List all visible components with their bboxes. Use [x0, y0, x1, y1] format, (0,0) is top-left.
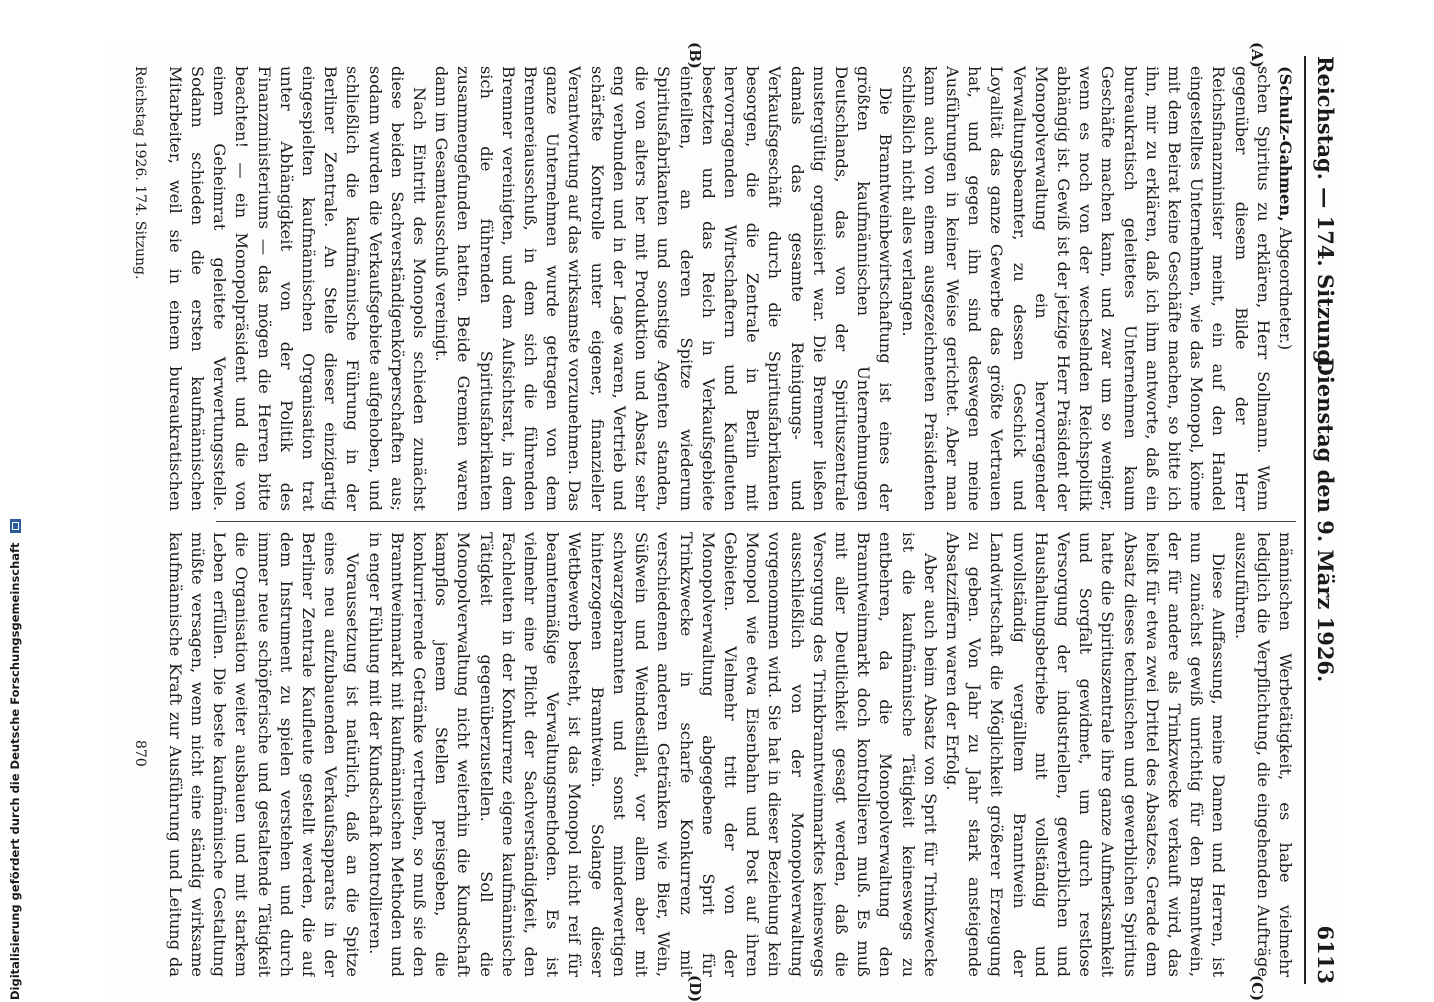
- header-session: Reichstag. — 174. Sitzung.: [1313, 56, 1338, 372]
- page-footer-number: 870: [132, 740, 148, 767]
- paragraph: Diese Auffassung, meine Damen und Herren, ist nun zunächst gewiß unrichtig für den Branntwein, der für andere als Trinkzwecke verkauft wird, das heißt für etwa zwei Drittel des Absatzes. Gerade dem Absatz dieses technischen und gewerblichen Spiritus hatte die Spirituszentrale ihre ganze Aufmerksamkeit und Sorgfalt gewidmet, um durch restlose Versorgung der industriellen, gewerblichen und Haushaltungsbetriebe mit vollständig und unvollständig vergälltem Branntwein der Landwirtschaft die Möglichkeit größerer Erzeugung zu geben. Von Jahr zu Jahr stark ansteigende Absatzziffern waren der Erfolg.: [942, 532, 1229, 977]
- paragraph: Die Branntweinbewirtschaftung ist eines der größten kaufmännischen Unternehmungen Deutschlands, das von der Spirituszentrale mustergültig organisiert war. Die Bremner ließen damals das gesamte Reinigungs- und Verkaufsgeschäft durch die Spiritusfabrikanten besorgen, die die Zentrale in Berlin mit hervorragenden Wirtschaftern und Kaufleuten besetzten und das Reich in Verkaufsgebiete einteilten, an deren Spitze wiederum Spiritusfabrikanten und sonstige Agenten standen, die von alters her mit Produktion und Absatz sehr eng verbunden und in der Lage waren, Vertrieb und schärfste Kontrolle unter eigener, finanzieller Verantwortung auf das wirksamste vorzunehmen. Das ganze Unternehmen wurde getragen von dem Brennereiausschuß, in dem sich die führenden Bremner vereinigten, und dem Aufsichtsrat, in dem sich die führenden Spiritusfabrikanten zusammengefunden hatten. Beide Gremien waren dann im Gesamtausschuß vereinigt.: [432, 66, 896, 511]
- margin-mark-d: (D): [686, 975, 704, 1002]
- right-column: [166, 532, 1296, 977]
- paragraph: männischen Werbetätigkeit, es habe vielmehr lediglich die Verpflichtung, die eingehenden Aufträge auszuführen.: [1231, 532, 1295, 977]
- dfg-logo-icon: [10, 519, 21, 533]
- margin-mark-a: (A): [1248, 42, 1266, 68]
- paragraph: Nach Eintritt des Monopols schieden zunächst diese beiden Sachverständigenkörperschaften aus; sodann wurden die Verkaufsgebiete aufgehoben, und schließlich die kaufmännische Führung in der Berliner Zentrale. An Stelle dieser einzigartig eingespielten kaufmännischen Organisation trat unter Abhängigkeit von der Politik des Finanzministeriums — das mögen die Herren bitte beachten! — ein Monopolpräsident und die von einem Geheimrat geleitete Verwertungsstelle. Sodann schieden die ersten kaufmännischen Mitarbeiter, weil sie in einem bureaukratischen: [166, 66, 430, 511]
- left-footer: Reichstag 1926. 174. Sitzung.: [132, 66, 148, 280]
- header-rule: [1304, 56, 1306, 984]
- left-column: [166, 66, 1296, 511]
- header-page-number: 6113: [1313, 925, 1338, 984]
- paragraph: schen Spiritus zu erklären, Herr Sollmann. Wenn gegenüber diesem Bilde der Herr Reichsfinanzminister meint, ein auf den Handel eingestelltes Unternehmen, wie das Monopol, könne mit dem Beirat keine Geschäfte machen, so bitte ich ihn, mir zu erklären, daß ich ihm antworte, daß ein bureaukratisch geleitetes Unternehmen kaum Geschäfte machen kann, und zwar um so weniger, wenn es noch von der wechselnden Reichspolitik abhängig ist. Gewiß ist der jetzige Herr Präsident der Monopolverwaltung ein hervorragender Verwaltungsbeamter, zu dessen Geschick und Loyalität das ganze Gewerbe das größte Vertrauen hat, und gegen ihn sind deswegen meine Ausführungen in keiner Weise gerichtet. Aber man kann auch von einem ausgezeichneten Präsidenten schließlich nicht alles verlangen.: [898, 66, 1273, 511]
- speaker-line: [1274, 66, 1296, 511]
- running-header: [1306, 56, 1338, 984]
- speaker-name: (Schulz-Gahmen,: [1276, 66, 1295, 222]
- paragraph: Aber auch beim Absatz von Sprit für Trinkzwecke ist die kaufmännische Tätigkeit keineswegs zu entbehren, da die Monopolverwaltung den Branntweinmarkt doch kontrollieren muß. Es muß mit aller Deutlichkeit gesagt werden, daß die Versorgung des Trinkbranntweinmarktes keineswegs ausschließlich von der Monopolverwaltung vorgenommen wird. Sie hat in dieser Beziehung kein Monopol wie etwa Eisenbahn und Post auf ihren Gebieten. Vielmehr tritt der von der Monopolverwaltung abgegebene Sprit für Trinkzwecke in scharfe Konkurrenz mit verschiedenen anderen Getränken wie Bier, Wein, Süßwein und Weindestillat, vor allem aber mit schwarzgebrannten und sonst minderwertigen hinterzogenen Branntwein. Solange dieser Wettbewerb besteht, ist das Monopol nicht reif für beamtenmäßige Verwaltungsmethoden. Es ist vielmehr eine Pflicht der Sachverständigkeit, den Fachleuten in der Konkurrenz eigene kaufmännische Tätigkeit gegenüberzustellen. Soll die Monopolverwaltung nicht weiterhin die Kundschaft kampflos jenem Stellen preisgeben, die konkurrierende Getränke vertreiben, so muß sie den Branntweinmarkt mit kaufmännischen Methoden und in enger Fühlung mit der Kundschaft kontrollieren.: [365, 532, 940, 977]
- header-date: Dienstag den 9. März 1926.: [1313, 357, 1338, 683]
- speaker-role: Abgeordneter.): [1276, 226, 1295, 351]
- margin-mark-c: (C): [1248, 975, 1266, 1002]
- digitization-ribbon: [8, 15, 24, 1000]
- scanned-page: [104, 40, 1344, 1000]
- column-divider: [216, 521, 1296, 522]
- digitization-note: Digitalisierung gefördert durch die Deutsche Forschungsgemeinschaft: [8, 542, 22, 1000]
- margin-mark-b: (B): [686, 42, 704, 69]
- paragraph: Voraussetzung ist natürlich, daß an die Spitze eines neu aufzubauenden Verkaufsapparats in der Berliner Zentrale Kaufleute gestellt werden, die auf dem Instrument zu spielen verstehen und durch immer neue schöpferische und gestaltende Tätigkeit die Organisation weiter ausbauen und mit starkem Leben erfüllen. Die beste kaufmännische Gestaltung müßte versagen, wenn nicht eine ständig wirksame kaufmännische Kraft zur Ausführung und Leitung da: [166, 532, 363, 977]
